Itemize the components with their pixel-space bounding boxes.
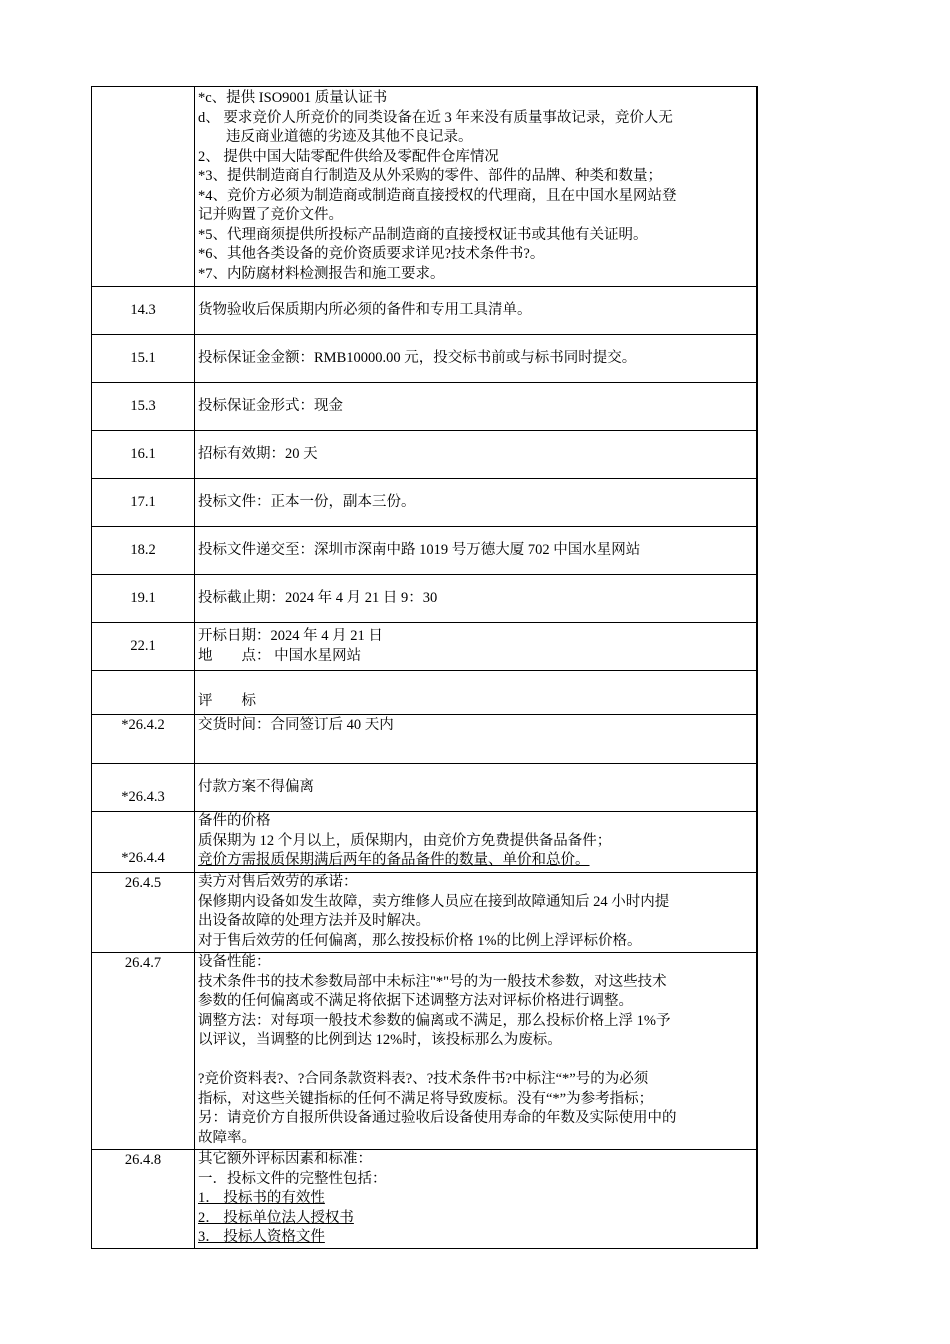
clause-number-cell: 15.1 <box>92 335 195 383</box>
content-line: 投标保证金形式：现金 <box>198 397 343 414</box>
content-line: *3、提供制造商自行制造及从外采购的零件、部件的品牌、种类和数量； <box>198 168 662 184</box>
clause-number-cell: 19.1 <box>92 575 195 623</box>
clause-number-cell: 22.1 <box>92 623 195 671</box>
content-line: 其它额外评标因素和标准： <box>198 1151 372 1167</box>
content-line: *5、代理商须提供所投标产品制造商的直接授权证书或其他有关证明。 <box>198 226 648 243</box>
clause-number-cell <box>92 87 195 287</box>
clause-content-cell <box>195 431 757 479</box>
content-line: 调整方法：对每项一般技术参数的偏离或不满足，那么投标价格上浮 1%予 <box>198 1012 671 1029</box>
clause-content-cell <box>195 953 757 1150</box>
content-line: 技术条件书的技术参数局部中未标注"*"号的为一般技术参数，对这些技术 <box>198 973 667 990</box>
clause-number-cell: 15.3 <box>92 383 195 431</box>
clause-number-cell: 17.1 <box>92 479 195 527</box>
content-line: 故障率。 <box>198 1129 256 1146</box>
content-line: 指标，对这些关键指标的任何不满足将导致废标。没有“*”为参考指标； <box>198 1090 654 1107</box>
content-line: 投标截止期：2024 年 4 月 21 日 9：30 <box>198 589 438 606</box>
content-line: 记并购置了竞价文件。 <box>198 207 343 223</box>
content-line: 1． 投标书的有效性 <box>198 1190 325 1206</box>
clause-number-cell: *26.4.4 <box>92 812 195 873</box>
section-heading-cell <box>195 671 757 715</box>
content-line: 卖方对售后效劳的承诺： <box>198 874 358 890</box>
clause-number-cell: *26.4.3 <box>92 764 195 812</box>
content-line: 货物验收后保质期内所必须的备件和专用工具清单。 <box>198 301 532 318</box>
content-line: *7、内防腐材料检测报告和施工要求。 <box>198 265 445 282</box>
content-line: 投标文件：正本一份，副本三份。 <box>198 493 416 510</box>
clause-number-cell: 14.3 <box>92 287 195 335</box>
clause-content-cell <box>195 527 757 575</box>
content-line: 质保期为 12 个月以上，质保期内，由竞价方免费提供备品备件； <box>198 832 612 849</box>
blank-line <box>198 1051 756 1071</box>
clause-content-cell <box>195 575 757 623</box>
content-line: d、 要求竞价人所竞价的同类设备在近 3 年来没有质量事故记录，竞价人无 <box>198 109 673 126</box>
content-line: 开标日期：2024 年 4 月 21 日 <box>198 628 383 644</box>
clause-number-cell: 18.2 <box>92 527 195 575</box>
content-line: ?竞价资料表?、?合同条款资料表?、?技术条件书?中标注“*”号的为必须 <box>198 1071 649 1087</box>
clause-content-cell <box>195 479 757 527</box>
clause-content-cell <box>195 623 757 671</box>
section-heading: 评 标 <box>198 692 256 709</box>
bid-data-table <box>91 86 758 1249</box>
content-line: 对于售后效劳的任何偏离，那么按投标价格 1%的比例上浮评标价格。 <box>198 932 642 949</box>
content-line: 投标文件递交至：深圳市深南中路 1019 号万德大厦 702 中国水星网站 <box>198 541 641 558</box>
clause-content-cell <box>195 383 757 431</box>
content-line: 保修期内设备如发生故障，卖方维修人员应在接到故障通知后 24 小时内提 <box>198 893 670 910</box>
clause-content-cell <box>195 873 757 953</box>
content-line: 竞价方需报质保期满后两年的备品备件的数量、单价和总价。 <box>198 852 590 868</box>
content-line: 3． 投标人资格文件 <box>198 1229 325 1245</box>
content-line: 以评议，当调整的比例到达 12%时，该投标那么为废标。 <box>198 1032 562 1048</box>
content-line: 2、 提供中国大陆零配件供给及零配件仓库情况 <box>198 148 499 165</box>
clause-content-cell <box>195 764 757 812</box>
content-line: 备件的价格 <box>198 813 271 829</box>
clause-number-cell: 26.4.5 <box>92 873 195 953</box>
clause-content-cell <box>195 812 757 873</box>
clause-content-cell <box>195 287 757 335</box>
clause-content-cell <box>195 715 757 764</box>
content-line: *6、其他各类设备的竞价资质要求详见?技术条件书?。 <box>198 246 545 262</box>
content-line: 2． 投标单位法人授权书 <box>198 1209 354 1226</box>
clause-content-cell <box>195 87 757 287</box>
content-line: 交货时间：合同签订后 40 天内 <box>198 717 394 733</box>
clause-number-cell: 26.4.7 <box>92 953 195 1150</box>
content-line: 付款方案不得偏离 <box>198 778 314 795</box>
content-line: 违反商业道德的劣迹及其他不良记录。 <box>226 129 473 145</box>
content-line: 出设备故障的处理方法并及时解决。 <box>198 913 430 929</box>
clause-number-cell: 26.4.8 <box>92 1150 195 1249</box>
content-line: 投标保证金金额：RMB10000.00 元，投交标书前或与标书同时提交。 <box>198 349 637 366</box>
clause-number-cell: 16.1 <box>92 431 195 479</box>
content-line: *4、竞价方必须为制造商或制造商直接授权的代理商，且在中国水星网站登 <box>198 187 677 204</box>
content-line: 参数的任何偏离或不满足将依据下述调整方法对评标价格进行调整。 <box>198 993 633 1009</box>
content-line: 地 点： 中国水星网站 <box>198 647 362 664</box>
clause-number-cell: *26.4.2 <box>92 715 195 764</box>
content-line: 另：请竞价方自报所供设备通过验收后设备使用寿命的年数及实际使用中的 <box>198 1110 677 1126</box>
clause-content-cell <box>195 335 757 383</box>
content-line: 一．投标文件的完整性包括： <box>198 1170 387 1187</box>
clause-content-cell <box>195 1150 757 1249</box>
content-line: 招标有效期：20 天 <box>198 445 318 462</box>
content-line: 设备性能： <box>198 954 271 970</box>
content-line: *c、提供 ISO9001 质量认证书 <box>198 90 388 106</box>
clause-number-cell <box>92 671 195 715</box>
